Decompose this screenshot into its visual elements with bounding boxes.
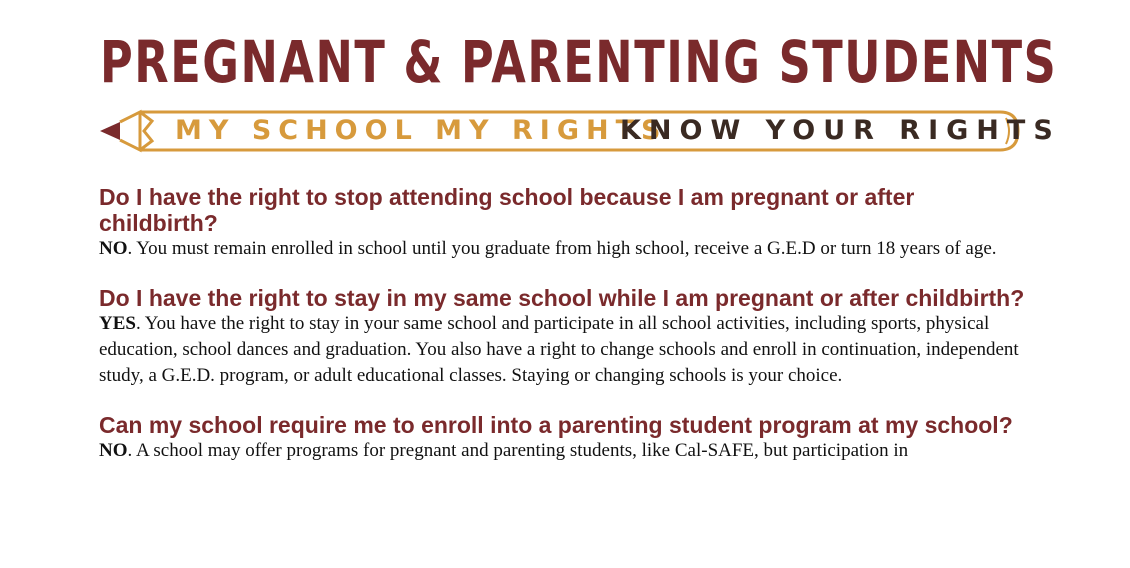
pencil-zigzag bbox=[140, 112, 152, 150]
faq-answer bbox=[99, 236, 1034, 262]
pencil-banner bbox=[100, 108, 1061, 154]
faq-answer bbox=[99, 311, 1034, 389]
page-title: PREGNANT & PARENTING STUDENTS bbox=[100, 28, 1058, 96]
header-banner bbox=[0, 0, 1130, 160]
pencil-tip bbox=[100, 122, 120, 140]
pencil-cone bbox=[120, 112, 140, 150]
tagline-know-your-rights: KNOW YOUR RIGHTS bbox=[620, 115, 1061, 146]
faq-content bbox=[99, 184, 1034, 487]
answer-text: . You have the right to stay in your same school and participate in all school activities, including sports, physical education, school dances and graduation. You also have a right to change schools and enroll in continuation, independent study, a G.E.D. program, or adult educational classes. Staying or changing schools is your choice. bbox=[99, 313, 1019, 386]
faq-item bbox=[99, 412, 1034, 464]
answer-lead: NO bbox=[99, 238, 128, 259]
answer-lead: NO bbox=[99, 440, 128, 461]
answer-text: . You must remain enrolled in school until you graduate from high school, receive a G.E.D or turn 18 years of age. bbox=[127, 238, 997, 259]
faq-question: Do I have the right to stay in my same school while I am pregnant or after childbirth? bbox=[99, 285, 1025, 311]
faq-question: Do I have the right to stop attending school because I am pregnant or after childbirth? bbox=[99, 184, 915, 236]
faq-item bbox=[99, 184, 1034, 262]
faq-item bbox=[99, 285, 1034, 389]
answer-text: . A school may offer programs for pregnant and parenting students, like Cal-SAFE, but participation in bbox=[127, 440, 909, 461]
tagline-my-school-my-rights: MY SCHOOL MY RIGHTS bbox=[175, 115, 668, 146]
faq-question: Can my school require me to enroll into a parenting student program at my school? bbox=[99, 412, 1013, 438]
answer-lead: YES bbox=[99, 313, 136, 334]
faq-answer bbox=[99, 438, 1034, 464]
